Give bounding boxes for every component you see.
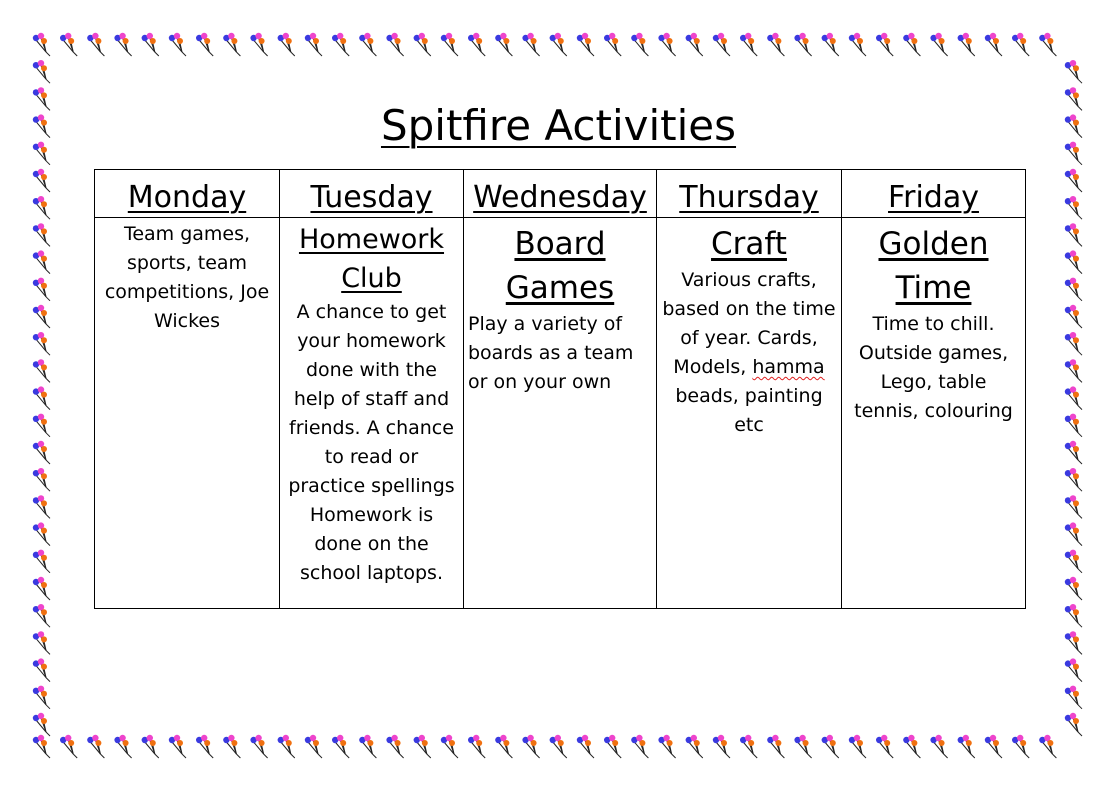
balloon-bunch-icon bbox=[577, 33, 594, 56]
monday-description: Team games, sports, team competitions, Joe Wickes bbox=[104, 223, 270, 332]
balloon-bunch-icon bbox=[33, 522, 50, 545]
balloon-bunch-icon bbox=[414, 735, 431, 758]
balloon-bunch-icon bbox=[386, 33, 403, 56]
balloon-bunch-icon bbox=[33, 250, 50, 273]
balloon-bunch-icon bbox=[550, 33, 567, 56]
thursday-activity-title: Craft bbox=[711, 226, 787, 262]
balloon-bunch-icon bbox=[822, 735, 839, 758]
balloon-bunch-icon bbox=[849, 33, 866, 56]
balloon-bunch-icon bbox=[1065, 250, 1082, 273]
balloon-bunch-icon bbox=[414, 33, 431, 56]
balloon-bunch-icon bbox=[686, 33, 703, 56]
balloon-bunch-icon bbox=[1065, 359, 1082, 382]
balloon-bunch-icon bbox=[985, 735, 1002, 758]
balloon-bunch-icon bbox=[142, 735, 159, 758]
cell-monday bbox=[95, 218, 280, 609]
balloon-bunch-icon bbox=[33, 414, 50, 437]
balloon-bunch-icon bbox=[604, 735, 621, 758]
balloon-bunch-icon bbox=[522, 33, 539, 56]
balloon-bunch-icon bbox=[386, 735, 403, 758]
balloon-bunch-icon bbox=[930, 735, 947, 758]
balloon-bunch-icon bbox=[985, 33, 1002, 56]
balloon-bunch-icon bbox=[114, 33, 131, 56]
balloon-bunch-icon bbox=[1065, 468, 1082, 491]
balloon-bunch-icon bbox=[1065, 522, 1082, 545]
header-monday: Monday bbox=[95, 170, 280, 218]
balloon-bunch-icon bbox=[522, 735, 539, 758]
friday-activity-title: Golden Time bbox=[878, 226, 989, 306]
cell-friday bbox=[842, 218, 1026, 609]
balloon-bunch-icon bbox=[822, 33, 839, 56]
wednesday-description: Play a variety of boards as a team or on your own bbox=[468, 313, 634, 393]
balloon-bunch-icon bbox=[958, 735, 975, 758]
balloon-bunch-icon bbox=[495, 33, 512, 56]
balloon-bunch-icon bbox=[33, 735, 50, 758]
balloon-bunch-icon bbox=[468, 33, 485, 56]
activity-row bbox=[95, 218, 1026, 609]
balloon-bunch-icon bbox=[359, 33, 376, 56]
balloon-bunch-icon bbox=[1065, 196, 1082, 219]
balloon-bunch-icon bbox=[33, 441, 50, 464]
balloon-bunch-icon bbox=[849, 735, 866, 758]
balloon-bunch-icon bbox=[33, 577, 50, 600]
balloon-bunch-icon bbox=[33, 305, 50, 328]
balloon-bunch-icon bbox=[33, 278, 50, 301]
balloon-bunch-icon bbox=[33, 686, 50, 709]
page-title: Spitfire Activities bbox=[380, 101, 737, 150]
balloon-bunch-icon bbox=[33, 658, 50, 681]
balloon-bunch-icon bbox=[631, 735, 648, 758]
balloon-bunch-icon bbox=[441, 33, 458, 56]
header-wednesday: Wednesday bbox=[464, 170, 657, 218]
balloon-bunch-icon bbox=[903, 33, 920, 56]
balloon-bunch-icon bbox=[33, 495, 50, 518]
balloon-bunch-icon bbox=[169, 735, 186, 758]
balloon-bunch-icon bbox=[33, 332, 50, 355]
balloon-bunch-icon bbox=[1065, 604, 1082, 627]
balloon-bunch-icon bbox=[250, 33, 267, 56]
balloon-bunch-icon bbox=[33, 196, 50, 219]
balloon-bunch-icon bbox=[740, 735, 757, 758]
balloon-bunch-icon bbox=[33, 468, 50, 491]
balloon-bunch-icon bbox=[631, 33, 648, 56]
balloon-bunch-icon bbox=[33, 713, 50, 736]
balloon-bunch-icon bbox=[1065, 332, 1082, 355]
balloon-bunch-icon bbox=[1065, 60, 1082, 83]
balloon-bunch-icon bbox=[87, 33, 104, 56]
balloon-bunch-icon bbox=[1065, 658, 1082, 681]
balloon-bunch-icon bbox=[1039, 33, 1056, 56]
balloon-bunch-icon bbox=[1065, 305, 1082, 328]
balloon-bunch-icon bbox=[33, 386, 50, 409]
tuesday-description: A chance to get your homework done with the help of staff and friends. A chance to read or practice spellings Homework is done on the school laptops. bbox=[288, 301, 455, 584]
balloon-bunch-icon bbox=[33, 60, 50, 83]
balloon-bunch-icon bbox=[1065, 550, 1082, 573]
balloon-bunch-icon bbox=[1012, 735, 1029, 758]
balloon-bunch-icon bbox=[1039, 735, 1056, 758]
cell-wednesday bbox=[464, 218, 657, 609]
balloon-bunch-icon bbox=[794, 735, 811, 758]
balloon-bunch-icon bbox=[223, 735, 240, 758]
header-friday: Friday bbox=[842, 170, 1026, 218]
balloon-bunch-icon bbox=[1065, 713, 1082, 736]
spelling-flag-word: hamma bbox=[752, 356, 825, 378]
wednesday-activity-title: Board Games bbox=[505, 226, 615, 306]
cell-tuesday bbox=[280, 218, 464, 609]
balloon-bunch-icon bbox=[767, 735, 784, 758]
balloon-bunch-icon bbox=[60, 33, 77, 56]
balloon-bunch-icon bbox=[60, 735, 77, 758]
balloon-bunch-icon bbox=[1065, 223, 1082, 246]
balloon-bunch-icon bbox=[794, 33, 811, 56]
balloon-bunch-icon bbox=[658, 735, 675, 758]
balloon-bunch-icon bbox=[1065, 278, 1082, 301]
balloon-bunch-icon bbox=[740, 33, 757, 56]
thursday-description bbox=[661, 266, 837, 440]
balloon-bunch-icon bbox=[250, 735, 267, 758]
balloon-bunch-icon bbox=[114, 735, 131, 758]
balloon-bunch-icon bbox=[305, 33, 322, 56]
balloon-bunch-icon bbox=[550, 735, 567, 758]
balloon-bunch-icon bbox=[169, 33, 186, 56]
cell-thursday bbox=[657, 218, 842, 609]
balloon-bunch-icon bbox=[1065, 386, 1082, 409]
balloon-bunch-icon bbox=[658, 33, 675, 56]
balloon-bunch-icon bbox=[1065, 577, 1082, 600]
balloon-bunch-icon bbox=[278, 735, 295, 758]
thursday-text-before: Various crafts, based on the time of year. Cards, Models, bbox=[662, 269, 836, 378]
balloon-bunch-icon bbox=[359, 735, 376, 758]
balloon-bunch-icon bbox=[33, 359, 50, 382]
balloon-bunch-icon bbox=[33, 604, 50, 627]
balloon-bunch-icon bbox=[1065, 441, 1082, 464]
activity-table bbox=[94, 169, 1026, 609]
header-thursday: Thursday bbox=[657, 170, 842, 218]
balloon-bunch-icon bbox=[305, 735, 322, 758]
balloon-bunch-icon bbox=[33, 33, 50, 56]
balloon-bunch-icon bbox=[903, 735, 920, 758]
balloon-bunch-icon bbox=[1012, 33, 1029, 56]
balloon-bunch-icon bbox=[577, 735, 594, 758]
friday-description: Time to chill. Outside games, Lego, table tennis, colouring bbox=[854, 313, 1013, 422]
balloon-bunch-icon bbox=[1065, 169, 1082, 192]
balloon-bunch-icon bbox=[604, 33, 621, 56]
balloon-bunch-icon bbox=[468, 735, 485, 758]
balloon-bunch-icon bbox=[142, 33, 159, 56]
balloon-bunch-icon bbox=[1065, 686, 1082, 709]
balloon-bunch-icon bbox=[196, 33, 213, 56]
balloon-bunch-icon bbox=[196, 735, 213, 758]
balloon-bunch-icon bbox=[332, 735, 349, 758]
balloon-bunch-icon bbox=[713, 33, 730, 56]
balloon-bunch-icon bbox=[441, 735, 458, 758]
balloon-bunch-icon bbox=[767, 33, 784, 56]
balloon-bunch-icon bbox=[495, 735, 512, 758]
day-header-row bbox=[95, 170, 1026, 218]
balloon-bunch-icon bbox=[876, 735, 893, 758]
balloon-bunch-icon bbox=[33, 550, 50, 573]
header-tuesday: Tuesday bbox=[280, 170, 464, 218]
balloon-bunch-icon bbox=[713, 735, 730, 758]
balloon-bunch-icon bbox=[33, 169, 50, 192]
balloon-bunch-icon bbox=[223, 33, 240, 56]
balloon-bunch-icon bbox=[1065, 631, 1082, 654]
balloon-bunch-icon bbox=[33, 223, 50, 246]
balloon-bunch-icon bbox=[33, 631, 50, 654]
balloon-bunch-icon bbox=[686, 735, 703, 758]
balloon-bunch-icon bbox=[876, 33, 893, 56]
balloon-bunch-icon bbox=[930, 33, 947, 56]
thursday-text-after: beads, painting etc bbox=[675, 385, 823, 436]
tuesday-activity-title: Homework Club bbox=[298, 224, 445, 294]
balloon-bunch-icon bbox=[332, 33, 349, 56]
balloon-bunch-icon bbox=[1065, 495, 1082, 518]
balloon-bunch-icon bbox=[1065, 414, 1082, 437]
balloon-bunch-icon bbox=[278, 33, 295, 56]
balloon-bunch-icon bbox=[87, 735, 104, 758]
balloon-bunch-icon bbox=[958, 33, 975, 56]
